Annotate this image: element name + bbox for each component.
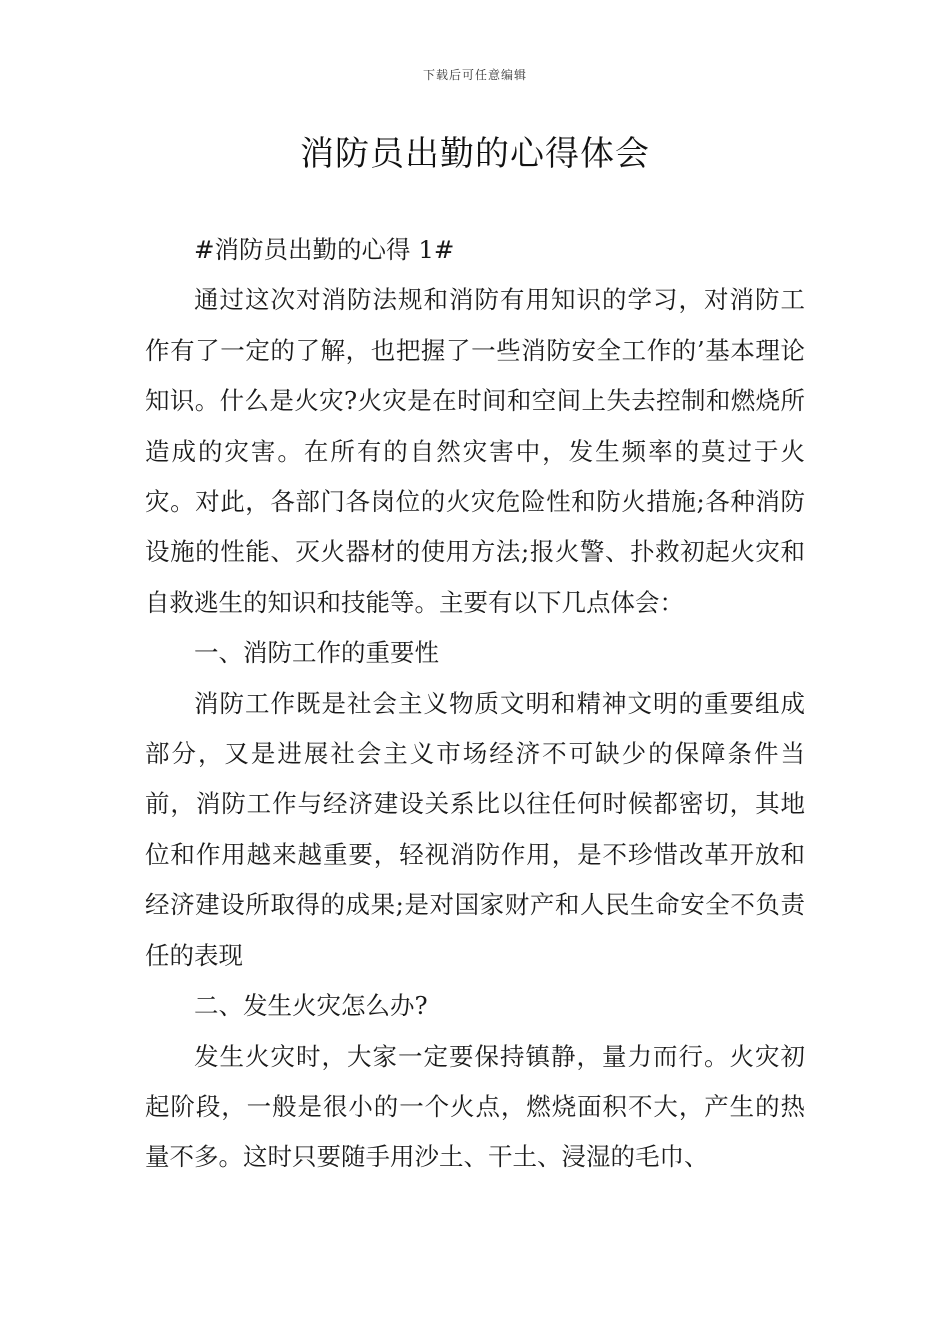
header-note: 下载后可任意编辑 <box>422 68 527 82</box>
document-title: 消防员出勤的心得体会 <box>300 134 650 174</box>
body-paragraph: 发生火灾时，大家一定要保持镇静，量力而行。火灾初起阶段，一般是很小的一个火点，燃烧面积不大，产生的热量不多。这时只要随手用沙土、干土、浸湿的毛巾、 <box>145 1041 805 1172</box>
document-body <box>145 225 805 1183</box>
section-heading: 一、消防工作的重要性 <box>194 638 439 668</box>
body-paragraph: 消防工作既是社会主义物质文明和精神文明的重要组成部分，又是进展社会主义市场经济不可缺少的保障条件当前，消防工作与经济建设关系比以往任何时候都密切，其地位和作用越来越重要，轻视消防作用，是不珍惜改革开放和经济建设所取得的成果;是对国家财产和人民生命安全不负责任的表现 <box>145 688 805 970</box>
section-heading: 二、发生火灾怎么办? <box>194 991 428 1021</box>
body-paragraph: 通过这次对消防法规和消防有用知识的学习，对消防工作有了一定的了解，也把握了一些消防安全工作的’基本理论知识。什么是火灾?火灾是在时间和空间上失去控制和燃烧所造成的灾害。在所有的自然灾害中，发生频率的莫过于火灾。对此，各部门各岗位的火灾危险性和防火措施;各种消防设施的性能、灭火器材的使用方法;报火警、扑救初起火灾和自救逃生的知识和技能等。主要有以下几点体会： <box>145 285 805 617</box>
section-heading: #消防员出勤的心得 1# <box>194 235 455 264</box>
